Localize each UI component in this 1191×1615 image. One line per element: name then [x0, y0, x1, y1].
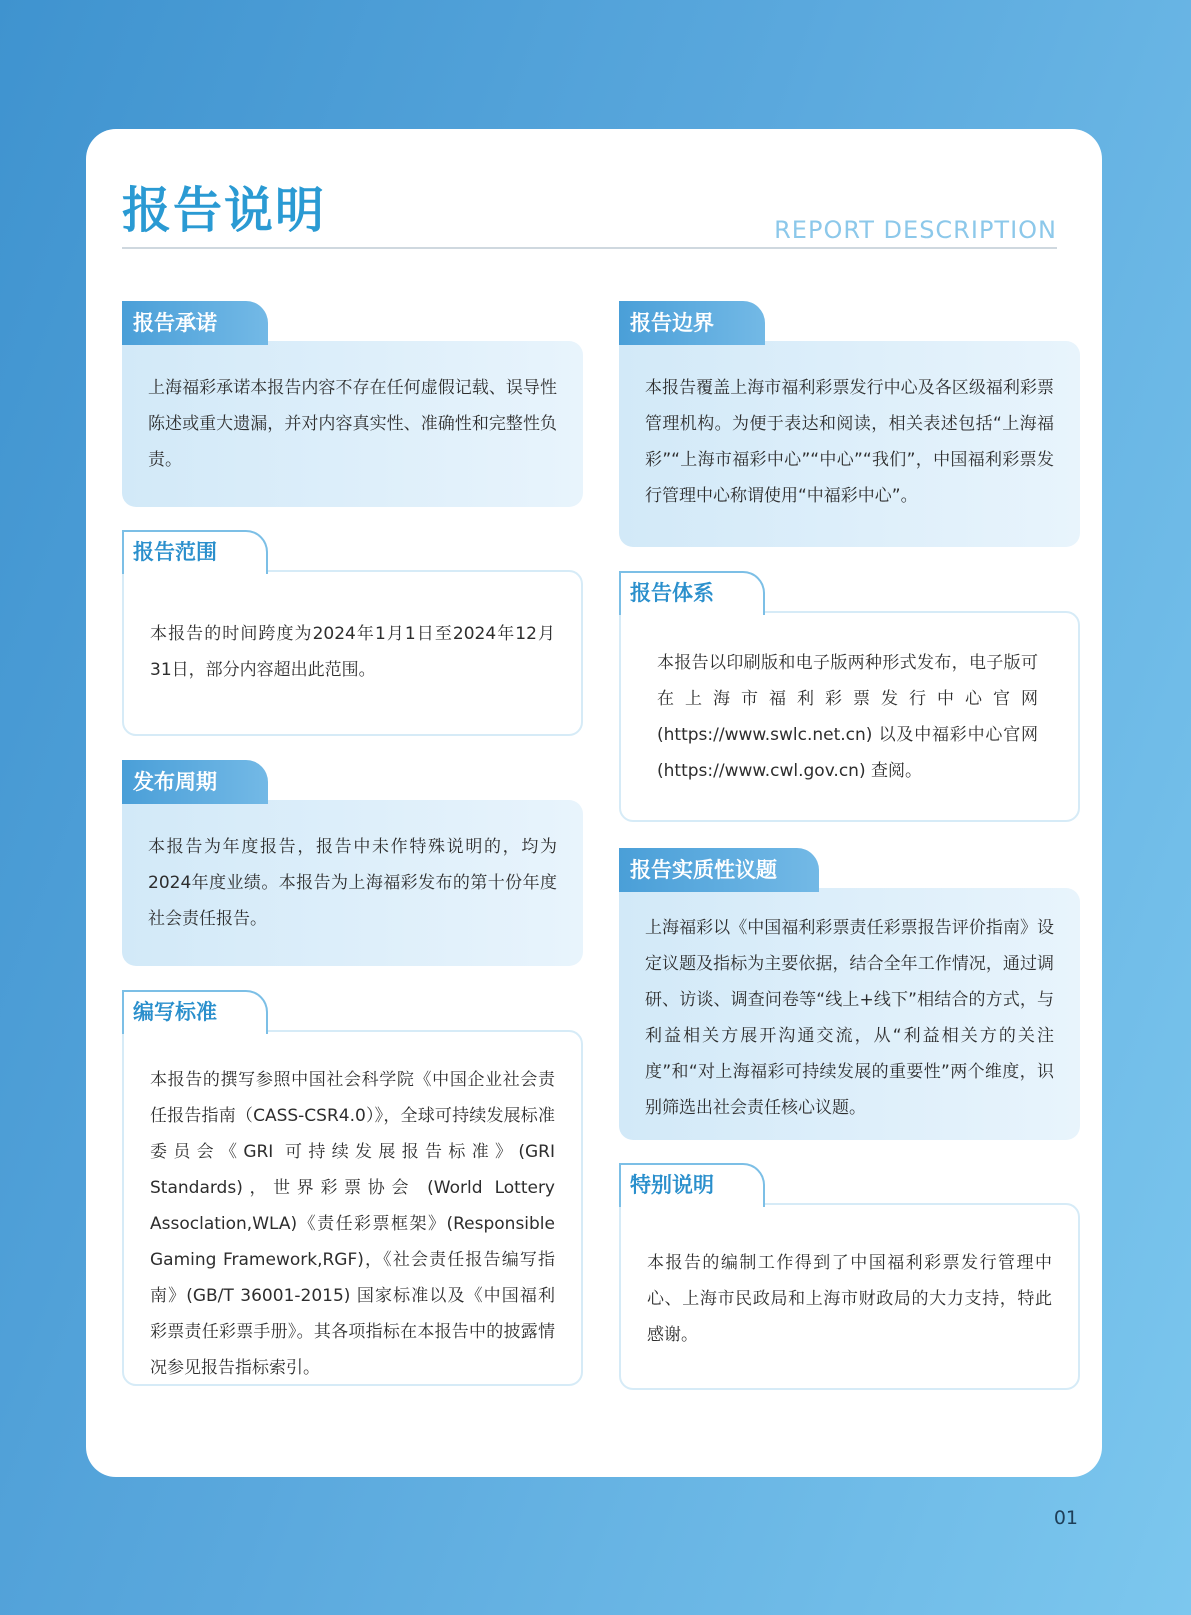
section-heading: 报告实质性议题 — [619, 848, 819, 892]
section-system — [619, 571, 1080, 822]
title-divider — [122, 247, 1057, 249]
section-standards — [122, 990, 583, 1386]
section-body-box — [619, 888, 1080, 1140]
section-boundary — [619, 301, 1080, 547]
page-title: 报告说明 — [122, 182, 327, 239]
section-body: 本报告的撰写参照中国社会科学院《中国企业社会责任报告指南（CASS-CSR4.0）》，全球可持续发展标准委员会《GRI 可持续发展报告标准》(GRI Standards)，世界彩票协会 (World Lottery Assoclation,WLA)《责任彩票框架》(Responsible Gaming Framework,RGF)，《社会责任报告编写指南》(GB/T 36001-2015) 国家标准以及《中国福利彩票责任彩票手册》。其各项指标在本报告中的披露情况参见报告指标索引。 — [150, 1070, 555, 1378]
section-body-box — [619, 1203, 1080, 1390]
section-body: 上海福彩以《中国福利彩票责任彩票报告评价指南》设定议题及指标为主要依据，结合全年工作情况，通过调研、访谈、调查问卷等“线上+线下”相结合的方式，与利益相关方展开沟通交流，从“利益相关方的关注度”和“对上海福彩可持续发展的重要性”两个维度，识别筛选出社会责任核心议题。 — [645, 918, 1054, 1118]
section-commitment — [122, 301, 583, 507]
section-body-box — [122, 800, 583, 966]
section-body: 本报告的时间跨度为2024年1月1日至2024年12月31日，部分内容超出此范围。 — [150, 624, 555, 680]
section-body-box — [122, 341, 583, 507]
section-heading: 编写标准 — [122, 990, 268, 1034]
section-scope — [122, 530, 583, 736]
section-materiality — [619, 848, 1080, 1140]
section-cycle — [122, 760, 583, 966]
section-body: 本报告以印刷版和电子版两种形式发布，电子版可在上海市福利彩票发行中心官网 (https://www.swlc.net.cn) 以及中福彩中心官网 (https://www.cwl.gov.cn) 查阅。 — [657, 653, 1038, 781]
section-body: 本报告的编制工作得到了中国福利彩票发行管理中心、上海市民政局和上海市财政局的大力支持，特此感谢。 — [647, 1253, 1052, 1345]
page-number: 01 — [1053, 1507, 1078, 1529]
section-special — [619, 1163, 1080, 1390]
section-heading: 报告体系 — [619, 571, 765, 615]
section-body: 本报告为年度报告，报告中未作特殊说明的，均为2024年度业绩。本报告为上海福彩发布的第十份年度社会责任报告。 — [148, 837, 557, 929]
section-heading: 报告范围 — [122, 530, 268, 574]
section-heading: 发布周期 — [122, 760, 268, 804]
page-subtitle: REPORT DESCRIPTION — [774, 216, 1057, 244]
section-body: 本报告覆盖上海市福利彩票发行中心及各区级福利彩票管理机构。为便于表达和阅读，相关表述包括“上海福彩”“上海市福彩中心”“中心”“我们”，中国福利彩票发行管理中心称谓使用“中福彩中心”。 — [645, 378, 1054, 506]
section-body-box — [122, 570, 583, 736]
section-body-box — [122, 1030, 583, 1386]
section-heading: 报告边界 — [619, 301, 765, 345]
section-body-box — [619, 341, 1080, 547]
section-heading: 报告承诺 — [122, 301, 268, 345]
section-body: 上海福彩承诺本报告内容不存在任何虚假记载、误导性陈述或重大遗漏，并对内容真实性、准确性和完整性负责。 — [148, 378, 557, 470]
section-body-box — [619, 611, 1080, 822]
section-heading: 特别说明 — [619, 1163, 765, 1207]
